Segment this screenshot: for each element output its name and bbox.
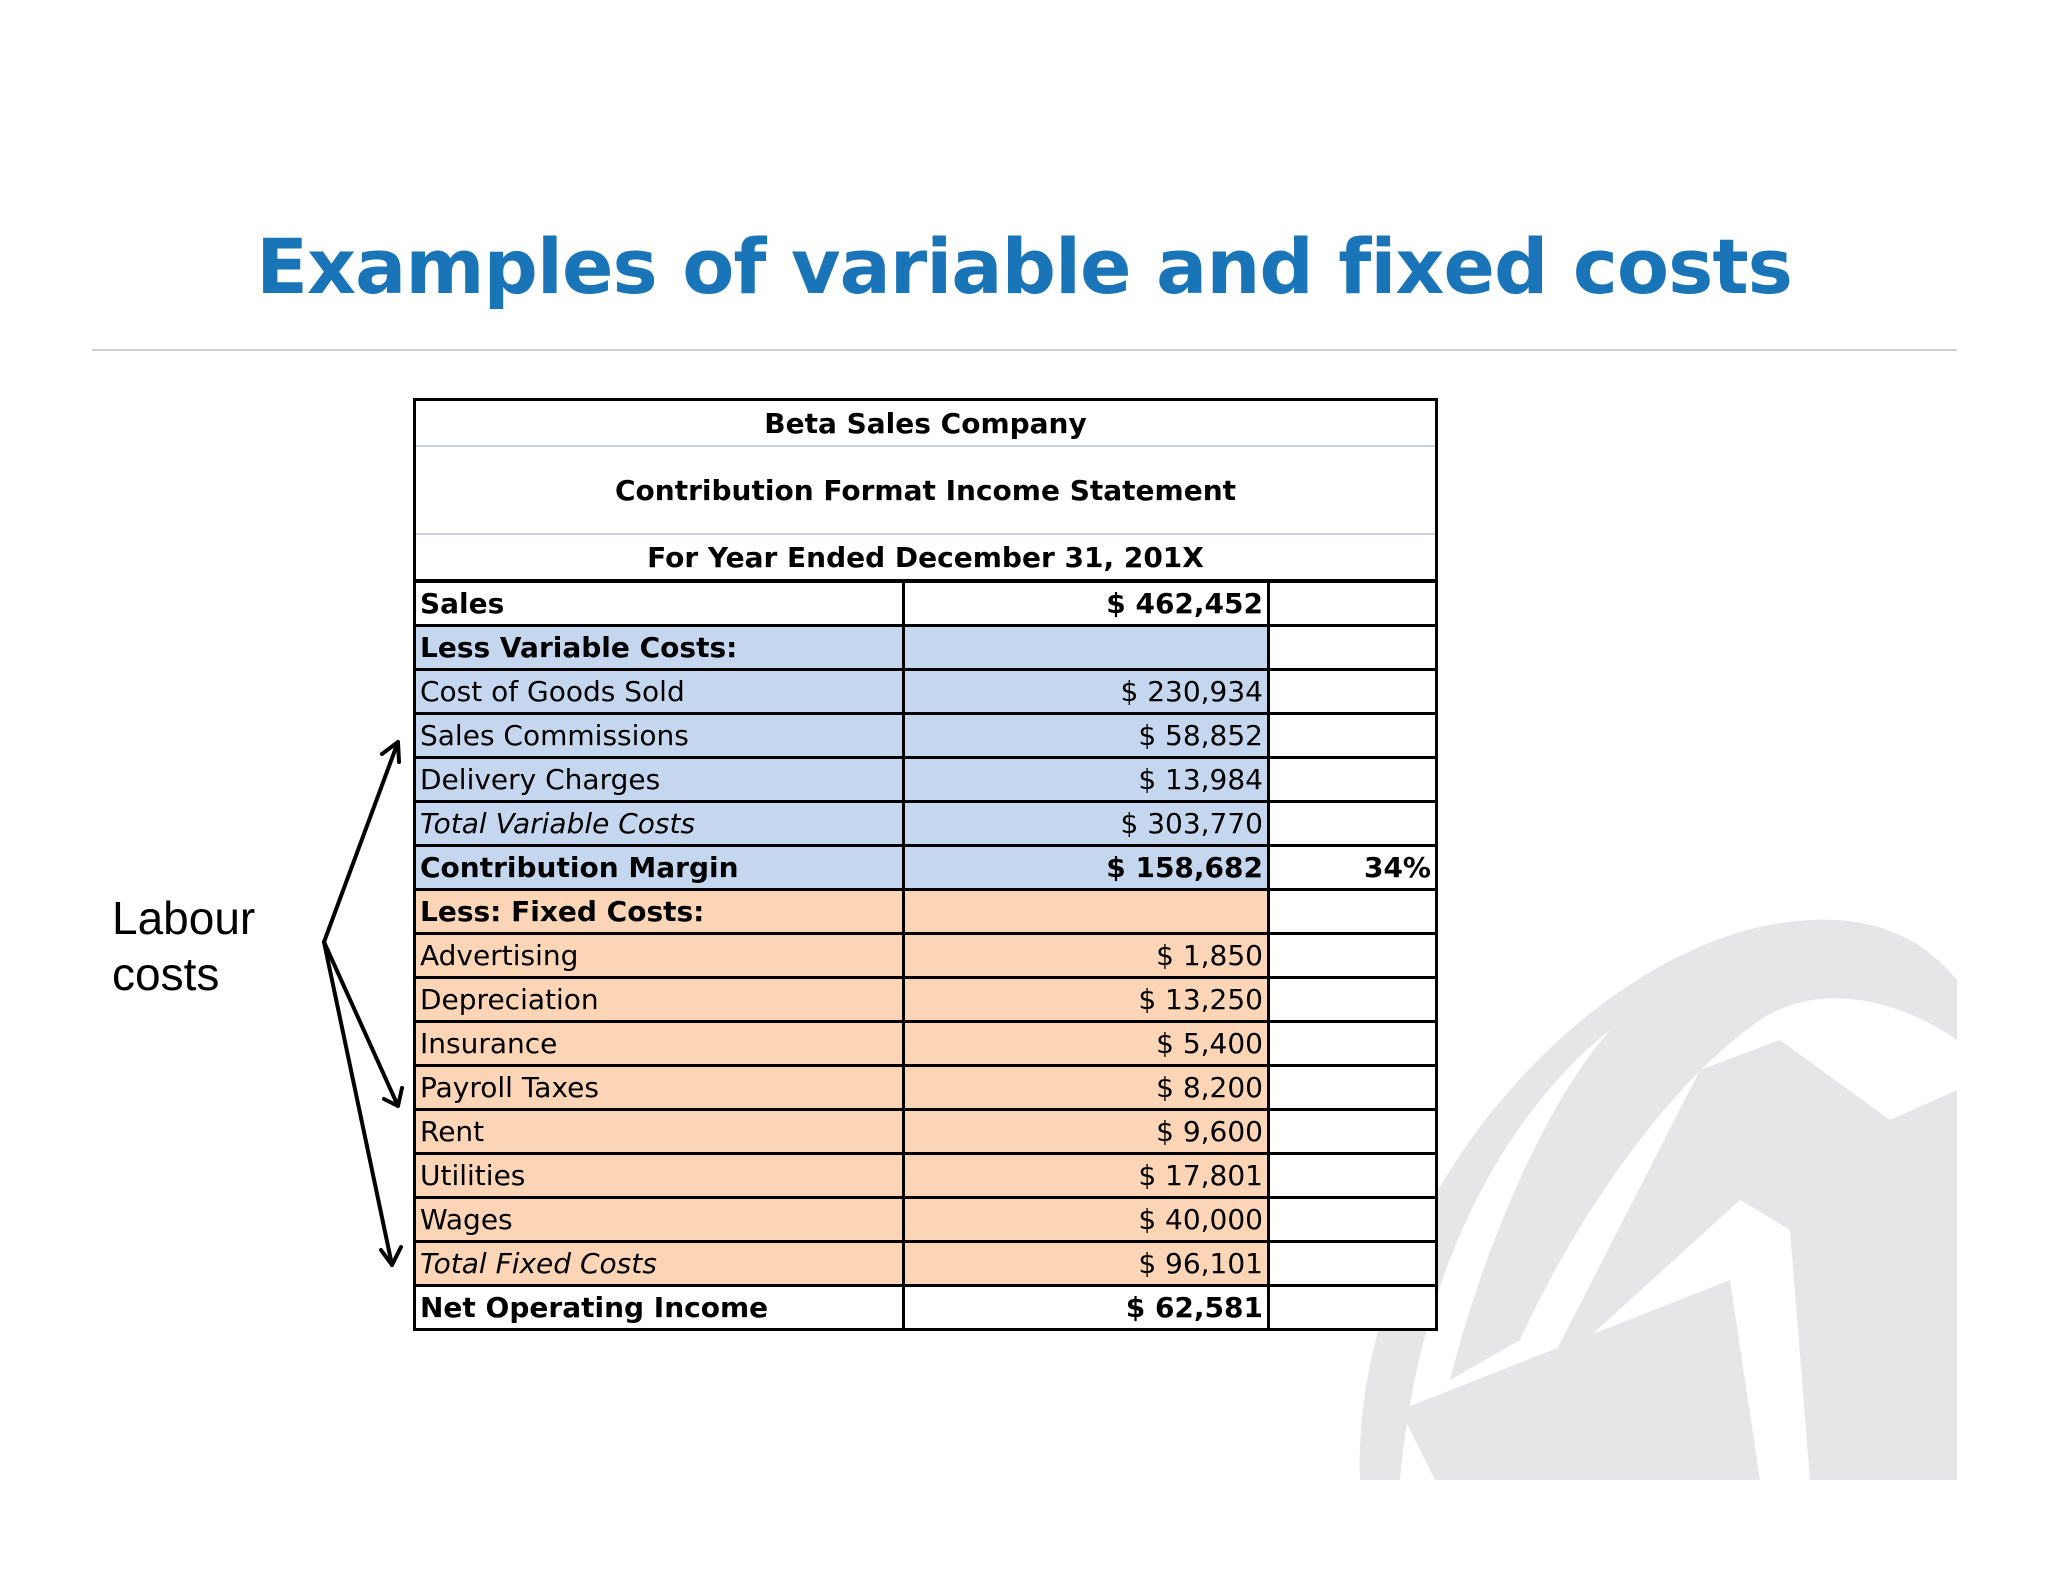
row-percent bbox=[1269, 1286, 1436, 1329]
row-percent bbox=[1269, 934, 1436, 978]
row-percent bbox=[1269, 1154, 1436, 1198]
statement-row bbox=[416, 802, 1435, 846]
row-amount: $ 5,400 bbox=[904, 1022, 1269, 1066]
row-percent bbox=[1269, 626, 1436, 670]
labour-costs-annotation bbox=[112, 890, 255, 1002]
statement-row bbox=[416, 758, 1435, 802]
income-statement bbox=[413, 398, 1438, 1331]
row-amount: $ 9,600 bbox=[904, 1110, 1269, 1154]
row-amount: $ 40,000 bbox=[904, 1198, 1269, 1242]
company-name: Beta Sales Company bbox=[416, 401, 1435, 447]
row-amount: $ 58,852 bbox=[904, 714, 1269, 758]
row-label: Wages bbox=[416, 1198, 904, 1242]
row-amount: $ 462,452 bbox=[904, 583, 1269, 626]
statement-row bbox=[416, 1066, 1435, 1110]
row-label: Delivery Charges bbox=[416, 758, 904, 802]
row-percent: 34% bbox=[1269, 846, 1436, 890]
row-percent bbox=[1269, 670, 1436, 714]
row-percent bbox=[1269, 1066, 1436, 1110]
row-percent bbox=[1269, 1110, 1436, 1154]
annotation-line-2: costs bbox=[112, 948, 220, 1000]
row-amount: $ 96,101 bbox=[904, 1242, 1269, 1286]
row-label: Less: Fixed Costs: bbox=[416, 890, 904, 934]
statement-row bbox=[416, 846, 1435, 890]
row-amount bbox=[904, 890, 1269, 934]
row-percent bbox=[1269, 890, 1436, 934]
row-percent bbox=[1269, 714, 1436, 758]
row-amount: $ 13,250 bbox=[904, 978, 1269, 1022]
statement-table bbox=[416, 583, 1435, 1328]
row-percent bbox=[1269, 1022, 1436, 1066]
statement-row bbox=[416, 626, 1435, 670]
row-percent bbox=[1269, 1242, 1436, 1286]
row-label: Sales Commissions bbox=[416, 714, 904, 758]
statement-period: For Year Ended December 31, 201X bbox=[416, 535, 1435, 583]
statement-row bbox=[416, 1286, 1435, 1329]
row-label: Total Fixed Costs bbox=[416, 1242, 904, 1286]
row-label: Payroll Taxes bbox=[416, 1066, 904, 1110]
row-label: Contribution Margin bbox=[416, 846, 904, 890]
statement-row bbox=[416, 1154, 1435, 1198]
statement-row bbox=[416, 890, 1435, 934]
row-amount: $ 158,682 bbox=[904, 846, 1269, 890]
row-label: Net Operating Income bbox=[416, 1286, 904, 1329]
labour-arrows bbox=[310, 720, 420, 1280]
row-percent bbox=[1269, 583, 1436, 626]
statement-row bbox=[416, 670, 1435, 714]
statement-row bbox=[416, 1022, 1435, 1066]
row-label: Total Variable Costs bbox=[416, 802, 904, 846]
row-percent bbox=[1269, 1198, 1436, 1242]
statement-row bbox=[416, 1110, 1435, 1154]
row-percent bbox=[1269, 758, 1436, 802]
statement-row bbox=[416, 1198, 1435, 1242]
row-amount: $ 8,200 bbox=[904, 1066, 1269, 1110]
row-amount bbox=[904, 626, 1269, 670]
row-label: Depreciation bbox=[416, 978, 904, 1022]
row-label: Cost of Goods Sold bbox=[416, 670, 904, 714]
row-label: Sales bbox=[416, 583, 904, 626]
slide-title: Examples of variable and fixed costs bbox=[256, 222, 1792, 311]
arrow-to-payroll-taxes bbox=[324, 942, 398, 1106]
row-label: Utilities bbox=[416, 1154, 904, 1198]
arrow-to-sales-commissions bbox=[324, 742, 398, 942]
row-percent bbox=[1269, 802, 1436, 846]
row-amount: $ 62,581 bbox=[904, 1286, 1269, 1329]
statement-row bbox=[416, 714, 1435, 758]
row-label: Advertising bbox=[416, 934, 904, 978]
statement-title: Contribution Format Income Statement bbox=[416, 447, 1435, 535]
statement-row bbox=[416, 583, 1435, 626]
title-divider bbox=[92, 349, 1957, 351]
statement-row bbox=[416, 978, 1435, 1022]
statement-row bbox=[416, 934, 1435, 978]
row-amount: $ 303,770 bbox=[904, 802, 1269, 846]
annotation-line-1: Labour bbox=[112, 892, 256, 944]
arrow-to-wages bbox=[324, 942, 392, 1265]
statement-row bbox=[416, 1242, 1435, 1286]
row-percent bbox=[1269, 978, 1436, 1022]
row-amount: $ 13,984 bbox=[904, 758, 1269, 802]
row-label: Less Variable Costs: bbox=[416, 626, 904, 670]
row-amount: $ 1,850 bbox=[904, 934, 1269, 978]
row-amount: $ 17,801 bbox=[904, 1154, 1269, 1198]
row-amount: $ 230,934 bbox=[904, 670, 1269, 714]
row-label: Insurance bbox=[416, 1022, 904, 1066]
row-label: Rent bbox=[416, 1110, 904, 1154]
